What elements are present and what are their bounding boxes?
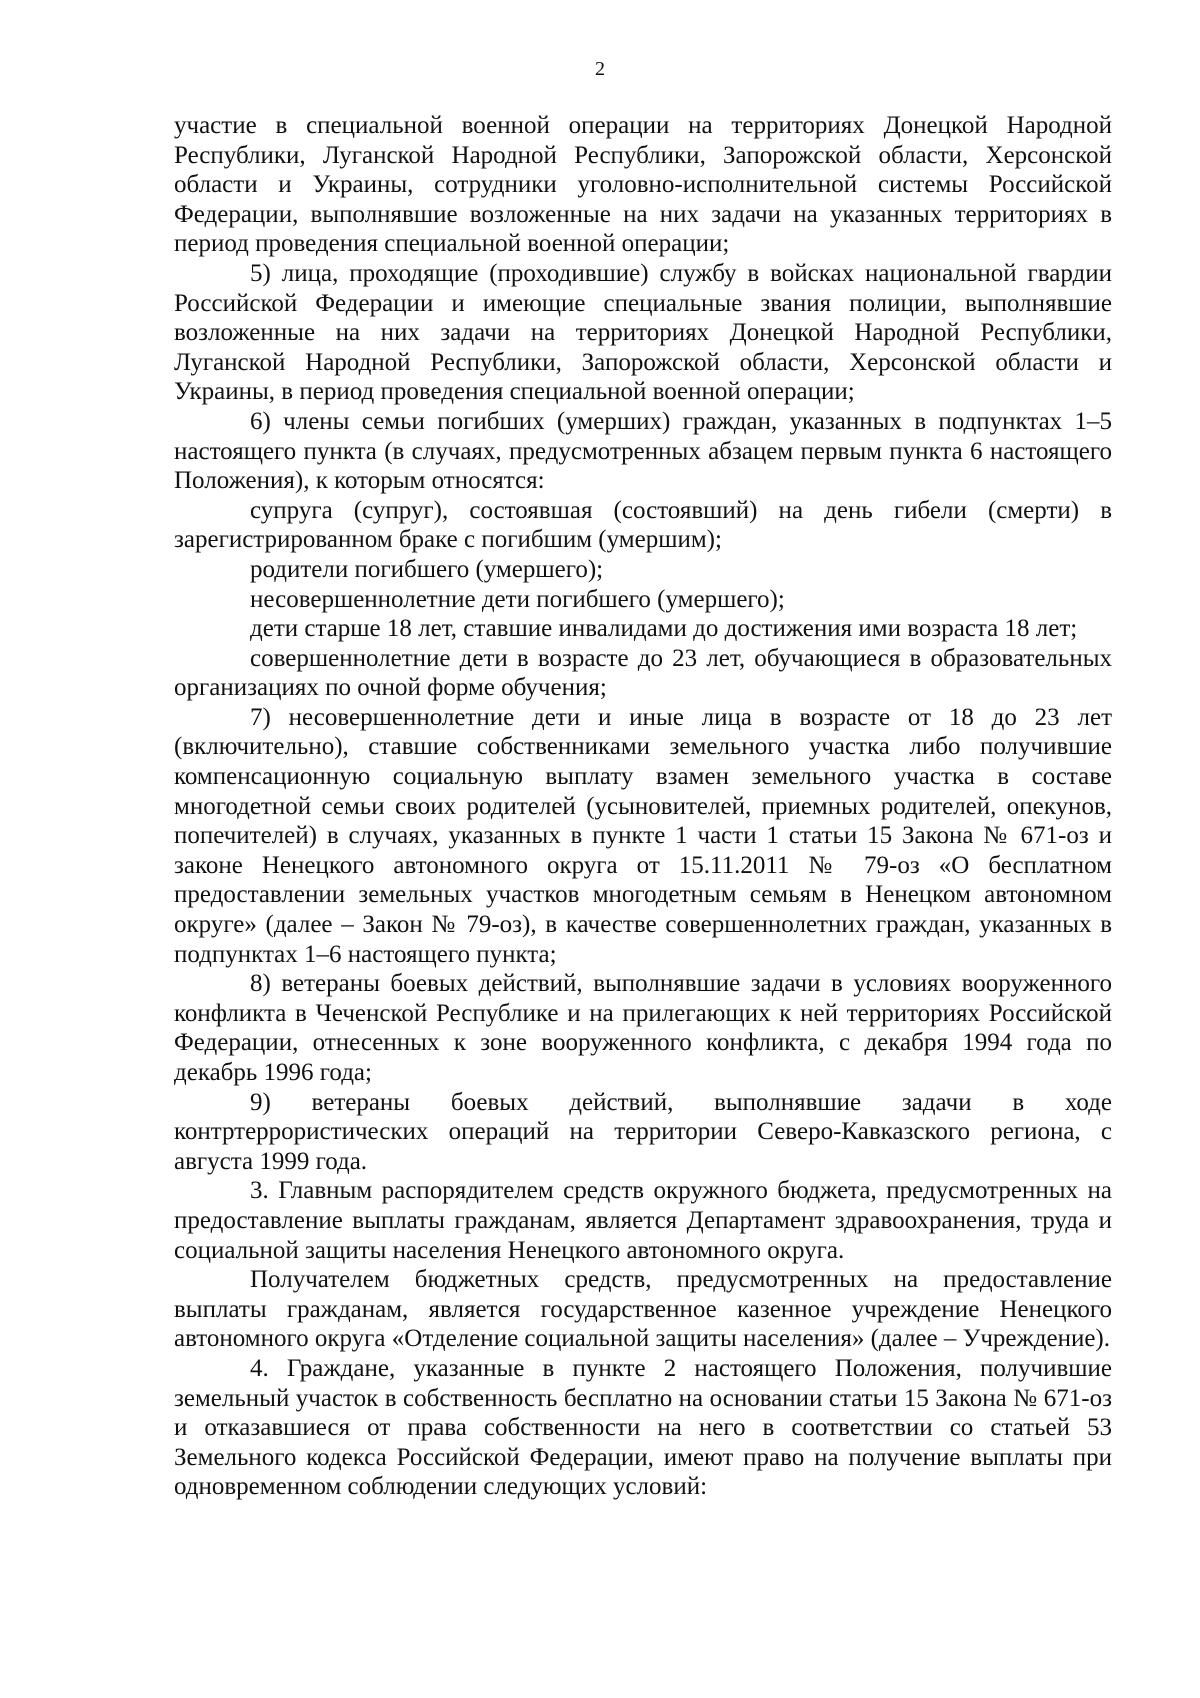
paragraph-continuation: участие в специальной военной операции на территориях Донецкой Народной Республики, Луганской Народной Республики, Запорожской области, Херсонской области и Украины, сотрудники уголовно-исполнительной системы Российской Федерации, выполнявшие возложенные на них задачи на указанных территориях в период проведения специальной военной операции;: [174, 112, 1112, 258]
paragraph-parents: родители погибшего (умершего);: [250, 555, 604, 583]
paragraph-item-8: 8) ветераны боевых действий, выполнявшие задачи в условиях вооруженного конфликта в Чеченской Республике и на прилегающих к ней территориях Российской Федерации, отнесенных к зоне вооруженного конфликта, с декабря 1994 года по декабрь 1996 года;: [174, 970, 1112, 1086]
paragraph-item-6: 6) члены семьи погибших (умерших) граждан, указанных в подпунктах 1–5 настоящего пункта (в случаях, предусмотренных абзацем первым пункта 6 настоящего Положения), к которым относятся:: [174, 407, 1112, 495]
document-body: [174, 111, 1112, 1502]
paragraph-item-7: 7) несовершеннолетние дети и иные лица в возрасте от 18 до 23 лет (включительно), ставшие собственниками земельного участка либо получившие компенсационную социальную выплату взамен земельного участка в составе многодетной семьи своих родителей (усыновителей, приемных родителей, опекунов, попечителей) в случаях, указанных в пункте 1 части 1 статьи 15 Закона № 671-оз и законе Ненецкого автономного округа от 15.11.2011 № 79-оз «О бесплатном предоставлении земельных участков многодетным семьям в Ненецком автономном округе» (далее – Закон № 79-оз), в качестве совершеннолетних граждан, указанных в подпунктах 1–6 настоящего пункта;: [174, 703, 1112, 968]
paragraph-budget-recipient: Получателем бюджетных средств, предусмотренных на предоставление выплаты гражданам, является государственное казенное учреждение Ненецкого автономного округа «Отделение социальной защиты населения» (далее – Учреждение).: [174, 1266, 1112, 1353]
paragraph-clause-4: 4. Граждане, указанные в пункте 2 настоящего Положения, получившие земельный участок в собственность бесплатно на основании статьи 15 Закона № 671-оз и отказавшиеся от права собственности на него в соответствии со статьей 53 Земельного кодекса Российской Федерации, имеют право на получение выплаты при одновременном соблюдении следующих условий:: [174, 1354, 1112, 1501]
page-number: 2: [595, 58, 605, 80]
paragraph-spouse: супруга (супруг), состоявшая (состоявший) на день гибели (смерти) в зарегистрированном браке с погибшим (умершим);: [174, 496, 1112, 554]
paragraph-clause-3: 3. Главным распорядителем средств окружного бюджета, предусмотренных на предоставление выплаты гражданам, является Департамент здравоохранения, труда и социальной защиты населения Ненецкого автономного округа.: [174, 1177, 1112, 1264]
paragraph-item-9: 9) ветераны боевых действий, выполнявшие задачи в ходе контртеррористических операций на территории Северо-Кавказского региона, с августа 1999 года.: [174, 1088, 1112, 1175]
paragraph-adult-children-students: совершеннолетние дети в возрасте до 23 лет, обучающиеся в образовательных организациях по очной форме обучения;: [174, 644, 1112, 702]
paragraph-item-5: 5) лица, проходящие (проходившие) службу в войсках национальной гвардии Российской Федерации и имеющие специальные звания полиции, выполнявшие возложенные на них задачи на территориях Донецкой Народной Республики, Луганской Народной Республики, Запорожской области, Херсонской области и Украины, в период проведения специальной военной операции;: [174, 259, 1112, 406]
paragraph-minor-children: несовершеннолетние дети погибшего (умершего);: [250, 585, 785, 613]
paragraph-disabled-children: дети старше 18 лет, ставшие инвалидами до достижения ими возраста 18 лет;: [250, 615, 1078, 643]
